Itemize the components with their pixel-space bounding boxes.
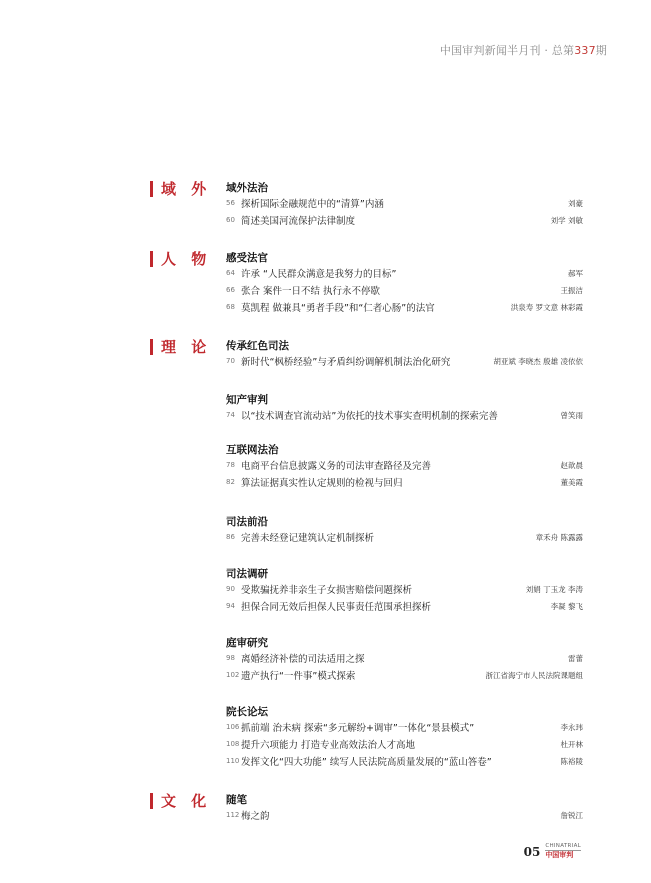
category-marker [150,181,153,197]
toc-entry[interactable] [226,754,583,768]
toc-entry[interactable] [226,582,583,596]
category-label: 文 化 [161,792,212,810]
entry-page: 60 [226,216,235,224]
entry-title: 许承 “人民群众满意是我努力的目标” [241,269,397,280]
entry-title: 电商平台信息披露义务的司法审查路径及完善 [241,461,432,472]
entry-title: 以“技术调查官流动站”为依托的技术事实查明机制的探索完善 [241,411,498,422]
entry-page: 64 [226,269,235,277]
section-title: 庭审研究 [226,637,268,649]
entry-author: 詹锐江 [560,810,583,820]
toc-entry[interactable] [226,196,583,210]
entry-author: 刘学 刘敏 [550,215,583,225]
entry-author: 曾笑雨 [560,410,583,420]
entry-author: 董美霞 [560,477,583,487]
entry-author: 赵歆晨 [560,460,583,470]
toc-entry[interactable] [226,458,583,472]
entry-title: 探析国际金融规范中的“清算”内涵 [241,199,384,210]
entry-title: 抓前端 治未病 探索“多元解纷+调审”一体化“景县模式” [241,723,475,734]
section-title: 院长论坛 [226,706,268,718]
magazine-logo [545,844,581,859]
toc-entry[interactable] [226,475,583,489]
entry-page: 98 [226,654,235,662]
entry-author: 章禾舟 陈露露 [535,532,583,542]
category-marker [150,793,153,809]
section-title: 域外法治 [226,182,268,194]
entry-page: 66 [226,286,235,294]
entry-title: 完善未经登记建筑认定机制探析 [241,533,375,544]
category-label: 域 外 [161,180,212,198]
entry-page: 94 [226,602,235,610]
toc-entry[interactable] [226,354,583,368]
page-footer [524,844,581,859]
entry-page: 102 [226,671,240,679]
toc-entry[interactable] [226,720,583,734]
entry-title: 担保合同无效后担保人民事责任范围承担探析 [241,602,432,613]
entry-page: 110 [226,757,240,765]
toc-entry[interactable] [226,599,583,613]
logo-chinese: 中国审判 [545,850,581,859]
toc-entry[interactable] [226,300,583,314]
entry-author: 浙江省海宁市人民法院课题组 [485,670,583,680]
logo-english: CHINATRIAL [545,843,581,849]
category-heading [150,178,211,199]
issue-header [440,42,607,58]
entry-author: 陈裕陵 [560,756,583,766]
page-number: 05 [523,844,541,859]
section-title: 感受法官 [226,252,268,264]
section-title: 司法前沿 [226,516,268,528]
entry-page: 106 [226,723,240,731]
entry-author: 刘豪 [568,198,583,208]
entry-author: 王振洁 [560,285,583,295]
toc-entry[interactable] [226,737,583,751]
entry-title: 受欺骗抚养非亲生子女损害赔偿问题探析 [241,585,413,596]
entry-title: 张合 案件一日不结 执行永不停歇 [241,286,381,297]
entry-author: 胡亚斌 李晓杰 殷雄 凌依依 [493,356,583,366]
toc-entry[interactable] [226,266,583,280]
entry-title: 发挥文化“四大功能” 续写人民法院高质量发展的“蓝山答卷” [241,757,492,768]
entry-page: 68 [226,303,235,311]
entry-page: 108 [226,740,240,748]
entry-author: 杜开林 [560,739,583,749]
category-heading [150,336,211,357]
entry-author: 雷蕾 [568,653,583,663]
category-marker [150,251,153,267]
entry-title: 算法证据真实性认定规则的检视与回归 [241,478,403,489]
entry-author: 洪泉寿 罗文意 林彩霞 [510,302,583,312]
toc-entry[interactable] [226,408,583,422]
entry-title: 梅之韵 [241,811,270,822]
entry-page: 82 [226,478,235,486]
section-title: 知产审判 [226,394,268,406]
issue-number: 337 [574,44,596,57]
entry-author: 刘娟 丁玉龙 李涛 [525,584,583,594]
toc-entry[interactable] [226,651,583,665]
entry-title: 新时代“枫桥经验”与矛盾纠纷调解机制法治化研究 [241,357,451,368]
section-title: 互联网法治 [226,444,279,456]
category-marker [150,339,153,355]
entry-author: 郝军 [568,268,583,278]
issue-suffix: 期 [595,44,607,57]
toc-entry[interactable] [226,283,583,297]
entry-page: 86 [226,533,235,541]
entry-author: 李凝 黎飞 [550,601,583,611]
entry-title: 遗产执行“一件事”模式探索 [241,671,356,682]
entry-page: 70 [226,357,235,365]
entry-title: 提升六项能力 打造专业高效法治人才高地 [241,740,416,751]
entry-title: 莫凯程 做兼具“勇者手段”和“仁者心肠”的法官 [241,303,435,314]
entry-page: 78 [226,461,235,469]
category-heading [150,248,211,269]
entry-page: 56 [226,199,235,207]
entry-page: 74 [226,411,235,419]
entry-author: 李永玮 [560,722,583,732]
toc-entry[interactable] [226,530,583,544]
issue-prefix: 中国审判新闻半月刊 · 总第 [439,44,575,57]
category-label: 理 论 [161,338,212,356]
toc-entry[interactable] [226,808,583,822]
category-label: 人 物 [161,250,212,268]
section-title: 司法调研 [226,568,268,580]
toc-entry[interactable] [226,213,583,227]
section-title: 随笔 [226,794,247,806]
entry-title: 简述美国河流保护法律制度 [241,216,356,227]
entry-title: 离婚经济补偿的司法适用之探 [241,654,365,665]
entry-page: 112 [226,811,240,819]
entry-page: 90 [226,585,235,593]
section-title: 传承红色司法 [226,340,289,352]
toc-entry[interactable] [226,668,583,682]
category-heading [150,790,211,811]
